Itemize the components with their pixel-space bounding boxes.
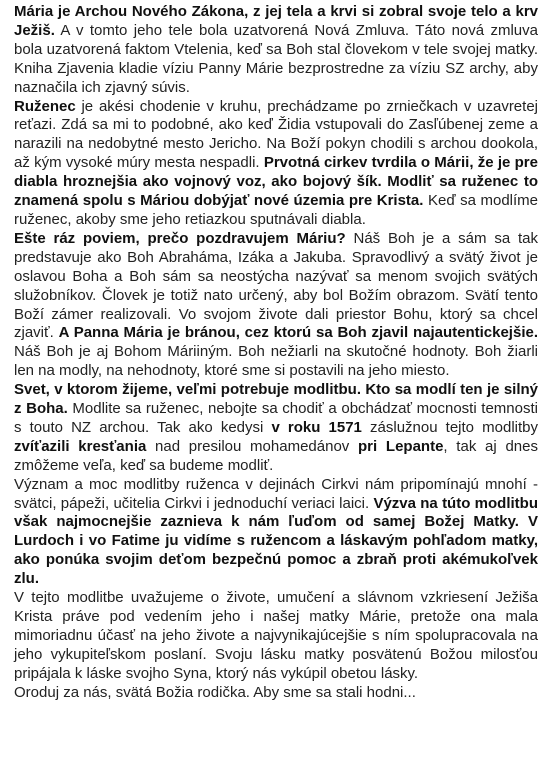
text-run: Prvotná cirkev tvrdila o Márii, že je pre diabla hroznejšia ako vojnový voz, ako bojový šík. Modliť sa ruženec to znamená spolu s Máriou dobýjať nové územia pre Krista. (14, 154, 538, 210)
paragraph-greeting (14, 230, 538, 381)
text-run: Mária je Archou Nového Zákona, z jej tela a krvi si zobral svoje telo a krv Ježiš. (14, 3, 538, 39)
paragraph-meditation (14, 589, 538, 684)
text-run: Náš Boh je a sám sa tak predstavuje ako Boh Abraháma, Izáka a Jakuba. Spravodlivý a svätý život je oslavou Boha a Boh sám sa neostýcha nazývať sa menom svojich svätých služobníkov. Človek je totiž nato určený, aby bol Božím obrazom. Svätí tento Boží zámer realizovali. Vo svojom živote dali priestor Bohu, ktorý sa chcel zjaviť. (14, 229, 538, 342)
text-run: záslužnou tejto modlitby (361, 418, 538, 436)
text-run: Náš Boh je aj Bohom Máriiným. Boh nežiarli na skutočné hodnoty. Boh žiarli len na modly, na nehodnoty, ktoré sme si postavili na jeho miesto. (14, 343, 538, 380)
text-run: nad presilou mohamedánov (146, 437, 359, 455)
text-run: Ruženec (14, 97, 76, 115)
text-run: Modlite sa ruženec, nebojte sa chodiť a obchádzať mocnosti temnosti s touto NZ archou. Tak ako kedysi (14, 400, 538, 436)
paragraph-rosary (14, 98, 538, 230)
text-run: je akési chodenie v kruhu, prechádzame po zrniečkach v uzavretej reťazi. Zdá sa mi to podobné, ako keď Židia vstupovali do Zasľúbenej zeme a narazili na nedobytné mesto Jericho. Na Boží pokyn chodili s archou dookola, až kým vysoké múry mesta nespadli. (14, 97, 538, 172)
text-run: Oroduj za nás, svätá Božia rodička. Aby sme sa stali hodni... (14, 683, 416, 701)
text-run: Ešte ráz poviem, prečo pozdravujem Máriu? (14, 229, 346, 247)
text-run: Keď sa modlíme ruženec, akoby sme jeho retiazkou sputnávali diabla. (14, 192, 539, 228)
text-run: , tak aj dnes zmôžeme veľa, keď sa budeme modliť. (14, 437, 538, 474)
text-run: v roku 1571 (271, 418, 362, 436)
text-run: A v tomto jeho tele bola uzatvorená Nová Zmluva. Táto nová zmluva bola uzatvorená faktom Vtelenia, keď sa Boh stal človekom v tele svojej matky. Kniha Zjavenia kladie víziu Panny Márie bezprostredne za víziu SZ archy, aby naznačila ich zjavný súvis. (14, 21, 538, 96)
paragraph-closing-prayer (14, 684, 538, 703)
paragraph-ark (14, 3, 538, 98)
paragraph-significance (14, 476, 538, 589)
text-run: A Panna Mária je bránou, cez ktorú sa Boh zjavil najautentickejšie. (58, 324, 538, 342)
text-run: Význam a moc modlitby ruženca v dejinách Cirkvi nám pripomínajú mnohí - svätci, pápeži, učitelia Cirkvi i jednoduchí veriaci laici. (14, 475, 538, 512)
text-run: V tejto modlitbe uvažujeme o živote, umučení a slávnom vzkriesení Ježiša Krista práve pod vedením jeho i našej matky Márie, pretože ona mala mimoriadnu účasť na jeho živote a najvynikajúcejšie s ním spolupracovala na jeho vykupiteľskom poslaní. Svoju lásku matky posvätenú Božou milosťou pripájala k láske svojho Syna, ktorý nás vykúpil obetou lásky. (14, 589, 538, 682)
text-run: Svet, v ktorom žijeme, veľmi potrebuje modlitbu. Kto sa modlí ten je silný z Boha. (14, 381, 538, 418)
text-run: zvíťazili kresťania (14, 437, 147, 455)
text-run: pri Lepante (358, 437, 444, 455)
text-run: Výzva na túto modlitbu však najmocnejšie zaznieva k nám ľuďom od samej Božej Matky. V Lurdoch i vo Fatime ju vidíme s ružencom a láskavým pohľadom matky, ako ponúka svojim deťom bezpečnú pomoc a zbraň proti akémukoľvek zlu. (14, 494, 538, 588)
paragraph-prayer-need (14, 381, 538, 476)
